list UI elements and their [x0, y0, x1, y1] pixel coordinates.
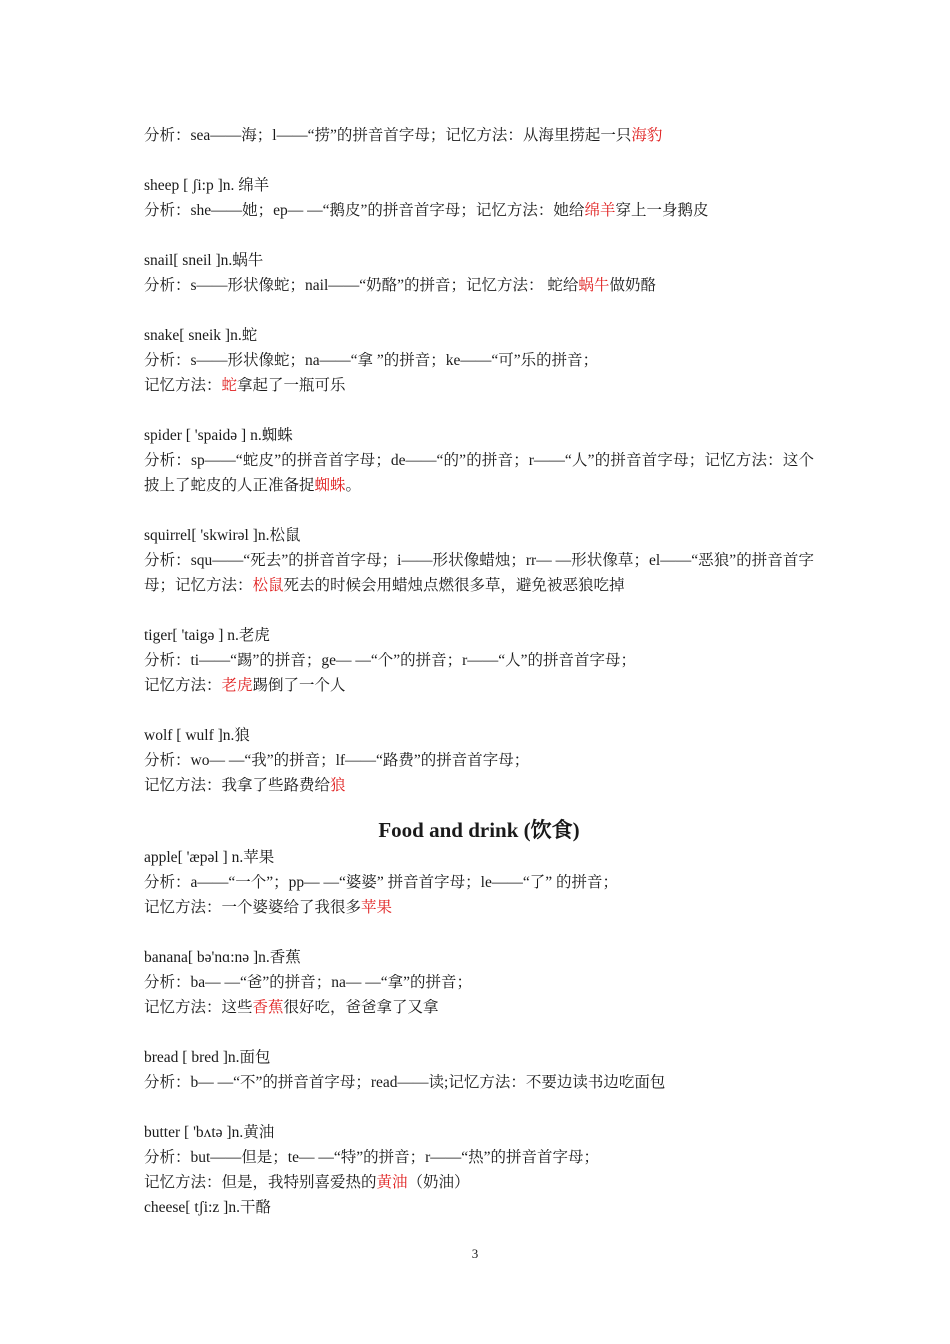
vocab-entry	[144, 1120, 814, 1195]
vocab-entry	[144, 523, 814, 598]
entry-line	[144, 323, 814, 348]
entry-line	[144, 423, 814, 448]
text-segment: spider [ 'spaidə ] n.蜘蛛	[144, 427, 293, 444]
entry-line	[144, 448, 814, 498]
vocab-entry	[144, 1195, 814, 1220]
highlighted-word: 蜘蛛	[314, 477, 346, 494]
document-page	[144, 123, 814, 1220]
highlighted-word: 香蕉	[252, 999, 284, 1016]
vocab-entry	[144, 623, 814, 698]
vocab-entry	[144, 248, 814, 298]
text-segment: 记忆方法：这些	[144, 999, 253, 1016]
entries-top	[144, 123, 814, 798]
highlighted-word: 狼	[330, 777, 346, 794]
text-segment: 分析：a——“一个”；pp— —“婆婆” 拼音首字母；le——“了” 的拼音；	[144, 874, 618, 891]
text-segment: butter [ 'bʌtə ]n.黄油	[144, 1124, 275, 1141]
text-segment: 分析：b— —“不”的拼音首字母；read——读;记忆方法：不要边读书边吃面包	[144, 1074, 666, 1091]
text-segment: snail[ sneil ]n.蜗牛	[144, 252, 264, 269]
highlighted-word: 海豹	[631, 127, 663, 144]
text-segment: squirrel[ 'skwirəl ]n.松鼠	[144, 527, 301, 544]
entry-line	[144, 1070, 814, 1095]
entry-line	[144, 198, 814, 223]
vocab-entry	[144, 173, 814, 223]
entry-line	[144, 373, 814, 398]
text-segment: 分析：ti——“踢”的拼音；ge— —“个”的拼音；r——“人”的拼音首字母；	[144, 652, 637, 669]
entry-line	[144, 248, 814, 273]
text-segment: sheep [ ʃi:p ]n. 绵羊	[144, 177, 270, 194]
text-segment: 记忆方法：我拿了些路费给	[144, 777, 331, 794]
text-segment: banana[ bə'nɑ:nə ]n.香蕉	[144, 949, 301, 966]
text-segment: 记忆方法：	[144, 677, 222, 694]
vocab-entry	[144, 723, 814, 798]
text-segment: cheese[ tʃi:z ]n.干酪	[144, 1199, 271, 1216]
highlighted-word: 黄油	[376, 1174, 408, 1191]
entry-line	[144, 648, 814, 673]
text-segment: bread [ bred ]n.面包	[144, 1049, 271, 1066]
page-number: 3	[471, 1246, 479, 1261]
entry-line	[144, 673, 814, 698]
text-segment: 记忆方法：	[144, 377, 222, 394]
entries-bottom	[144, 845, 814, 1220]
text-segment: 记忆方法：但是，我特别喜爱热的	[144, 1174, 377, 1191]
vocab-entry	[144, 123, 814, 148]
entry-line	[144, 1195, 814, 1220]
vocab-entry	[144, 423, 814, 498]
entry-line	[144, 1145, 814, 1170]
entry-line	[144, 1120, 814, 1145]
vocab-entry	[144, 945, 814, 1020]
text-segment: 分析：sea——海；l——“捞”的拼音首字母；记忆方法：从海里捞起一只	[144, 127, 632, 144]
text-segment: 分析：she——她；ep— —“鹅皮”的拼音首字母；记忆方法：她给	[144, 202, 585, 219]
text-segment: snake[ sneik ]n.蛇	[144, 327, 258, 344]
text-segment: 分析：sp——“蛇皮”的拼音首字母；de——“的”的拼音；r——“人”的拼音首字母；记忆方法：这个披上了蛇皮的人正准备捉	[144, 452, 814, 494]
highlighted-word: 松鼠	[252, 577, 284, 594]
vocab-entry	[144, 845, 814, 920]
entry-line	[144, 773, 814, 798]
text-segment: 做奶酪	[609, 277, 656, 294]
text-segment: 分析：wo— —“我”的拼音；lf——“路费”的拼音首字母；	[144, 752, 530, 769]
section-heading: Food and drink (饮食)	[378, 818, 580, 842]
text-segment: 很好吃，爸爸拿了又拿	[283, 999, 439, 1016]
entry-line	[144, 945, 814, 970]
highlighted-word: 绵羊	[584, 202, 616, 219]
entry-line	[144, 845, 814, 870]
entry-line	[144, 1045, 814, 1070]
entry-line	[144, 173, 814, 198]
entry-line	[144, 1170, 814, 1195]
text-segment: （奶油）	[407, 1174, 470, 1191]
text-segment: 死去的时候会用蜡烛点燃很多草，避免被恶狼吃掉	[283, 577, 625, 594]
text-segment: 。	[345, 477, 362, 494]
entry-line	[144, 995, 814, 1020]
highlighted-word: 老虎	[221, 677, 253, 694]
text-segment: 分析：squ——“死去”的拼音首字母；i——形状像蜡烛；rr— —形状像草；el——“恶狼”的拼音首字母；记忆方法：	[144, 552, 814, 594]
highlighted-word: 蜗牛	[578, 277, 610, 294]
text-segment: 分析：but——但是；te— —“特”的拼音；r——“热”的拼音首字母；	[144, 1149, 600, 1166]
entry-line	[144, 123, 814, 148]
highlighted-word: 苹果	[361, 899, 393, 916]
text-segment: 穿上一身鹅皮	[615, 202, 709, 219]
entry-line	[144, 623, 814, 648]
text-segment: wolf [ wulf ]n.狼	[144, 727, 250, 744]
entry-line	[144, 723, 814, 748]
text-segment: 踢倒了一个人	[252, 677, 346, 694]
text-segment: 拿起了一瓶可乐	[237, 377, 346, 394]
vocab-entry	[144, 1045, 814, 1095]
text-segment: 分析：s——形状像蛇；na——“拿 ”的拼音；ke——“可”乐的拼音；	[144, 352, 599, 369]
entry-line	[144, 348, 814, 373]
text-segment: apple[ 'æpəl ] n.苹果	[144, 849, 275, 866]
vocab-entry	[144, 323, 814, 398]
entry-line	[144, 970, 814, 995]
text-segment: 记忆方法：一个婆婆给了我很多	[144, 899, 362, 916]
entry-line	[144, 523, 814, 548]
text-segment: 分析：ba— —“爸”的拼音；na— —“拿”的拼音；	[144, 974, 473, 991]
entry-line	[144, 548, 814, 598]
text-segment: tiger[ 'taigə ] n.老虎	[144, 627, 270, 644]
text-segment: 分析：s——形状像蛇；nail——“奶酪”的拼音；记忆方法： 蛇给	[144, 277, 579, 294]
entry-line	[144, 273, 814, 298]
entry-line	[144, 870, 814, 895]
entry-line	[144, 748, 814, 773]
entry-line	[144, 895, 814, 920]
highlighted-word: 蛇	[221, 377, 238, 394]
